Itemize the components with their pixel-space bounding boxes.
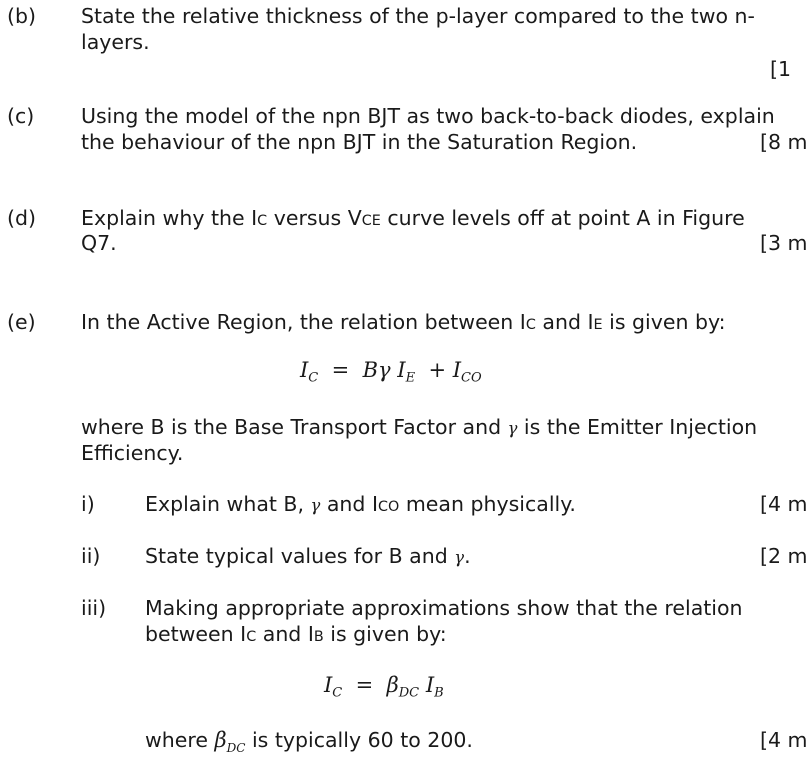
part-c-text-line2: the behaviour of the npn BJT in the Saturation Region. <box>81 130 638 154</box>
part-c-text-line1: Using the model of the npn BJT as two back-to-back diodes, explain <box>81 104 775 128</box>
part-b-text-line2: layers. <box>81 30 150 54</box>
part-e-intro: In the Active Region, the relation between IC and IE is given by: <box>81 310 726 334</box>
part-d-label: (d) <box>7 206 37 230</box>
equation-ic-active: $I_C = B\gamma$ $I_E + I_{CO}$ <box>300 358 482 386</box>
subpart-iii-label: iii) <box>81 596 107 620</box>
subpart-i-marks: [4 m <box>760 492 808 516</box>
subpart-iii-where: where $\beta_{DC}$ is typically 60 to 200. <box>145 728 473 756</box>
part-d-text-line1: Explain why the IC versus VCE curve levels off at point A in Figure <box>81 206 745 230</box>
part-c-label: (c) <box>7 104 35 128</box>
part-b-label: (b) <box>7 4 37 28</box>
equation-ic-beta: $I_C = \beta_{DC}$ $I_B$ <box>324 673 444 701</box>
subpart-iii-marks: [4 m <box>760 728 808 752</box>
part-c-marks: [8 m <box>760 130 808 154</box>
subpart-ii-text: State typical values for B and γ. <box>145 544 471 568</box>
subpart-iii-text-line2: between IC and IB is given by: <box>145 622 447 646</box>
part-d-text-line2: Q7. <box>81 231 117 255</box>
subpart-i-text: Explain what B, γ and ICO mean physically. <box>145 492 576 516</box>
subpart-ii-marks: [2 m <box>760 544 808 568</box>
part-e-label: (e) <box>7 310 36 334</box>
subpart-ii-label: ii) <box>81 544 101 568</box>
part-e-where-line2: Efficiency. <box>81 441 184 465</box>
part-b-marks: [1 <box>770 57 792 81</box>
part-d-marks: [3 m <box>760 231 808 255</box>
part-e-where-line1: where B is the Base Transport Factor and γ is the Emitter Injection <box>81 415 758 439</box>
part-b-text-line1: State the relative thickness of the p-layer compared to the two n- <box>81 4 755 28</box>
subpart-i-label: i) <box>81 492 95 516</box>
subpart-iii-text-line1: Making appropriate approximations show that the relation <box>145 596 743 620</box>
